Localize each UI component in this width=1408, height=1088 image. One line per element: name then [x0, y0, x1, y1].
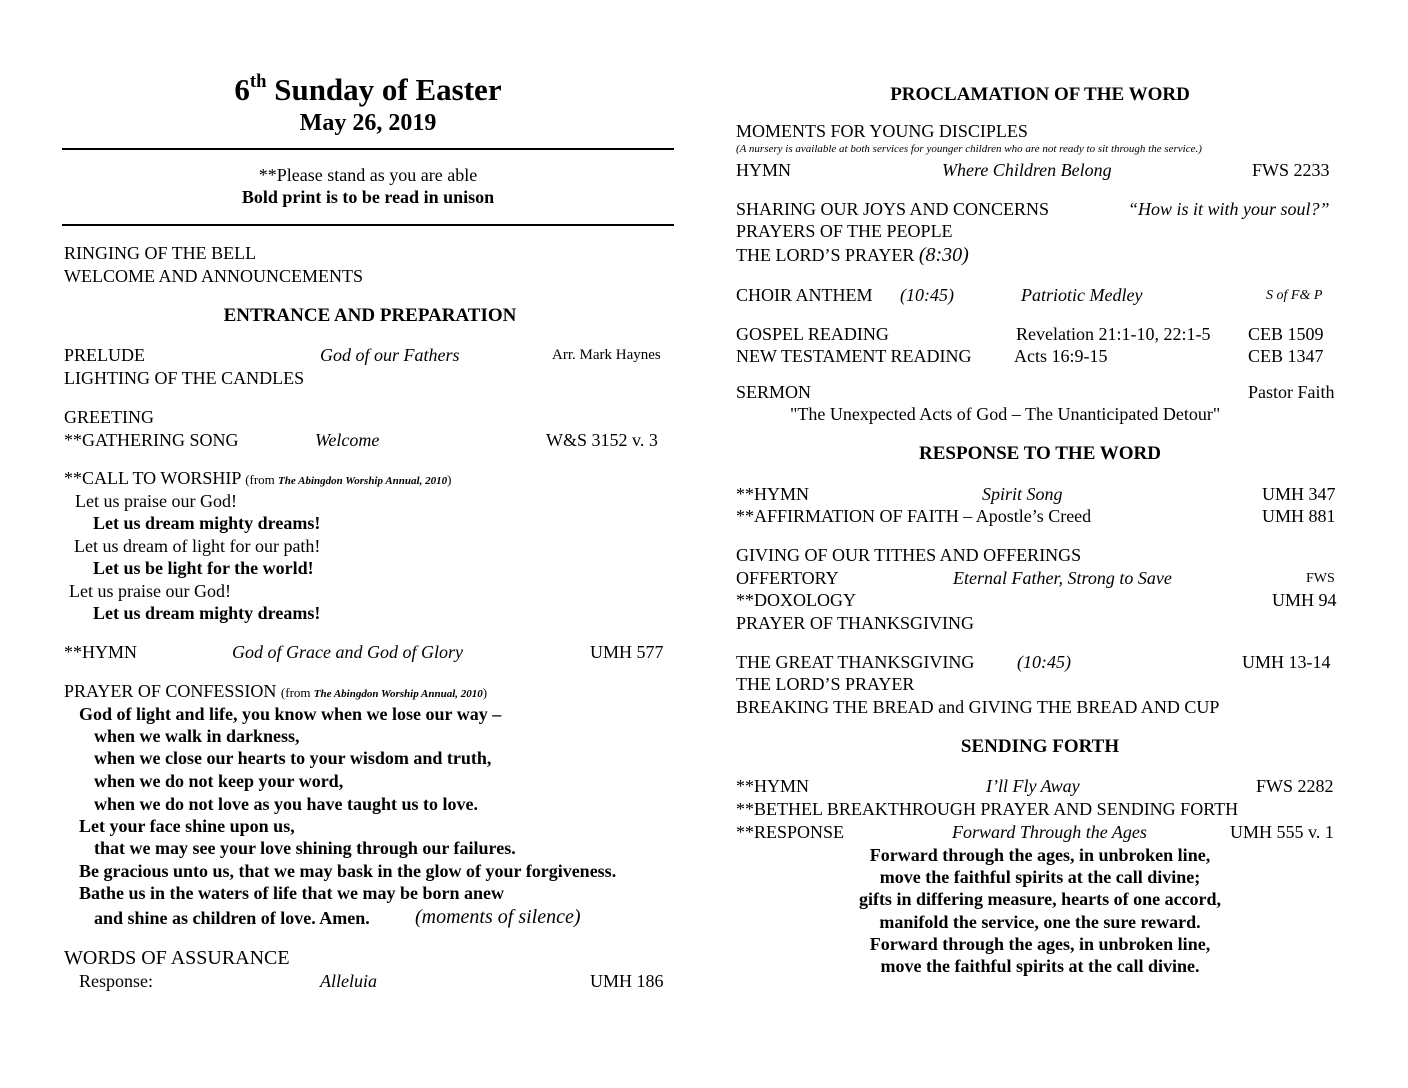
confession-label: PRAYER OF CONFESSION: [64, 681, 277, 701]
confession-line: Be gracious unto us, that we may bask in the glow of your forgiveness.: [79, 861, 617, 881]
young-disciples: MOMENTS FOR YOUNG DISCIPLES: [736, 121, 1028, 141]
stand-note: **Please stand as you are able: [258, 165, 478, 185]
heading-proclamation: PROCLAMATION OF THE WORD: [890, 84, 1190, 105]
joys-concerns: SHARING OUR JOYS AND CONCERNS: [736, 199, 1050, 219]
bethel-prayer: **BETHEL BREAKTHROUGH PRAYER AND SENDING FORTH: [736, 799, 1239, 819]
response-title: Alleluia: [320, 971, 377, 991]
doxology-label: **DOXOLOGY: [736, 590, 856, 610]
top-divider: [62, 148, 674, 150]
affirmation-label: **AFFIRMATION OF FAITH – Apostle’s Creed: [736, 506, 1092, 526]
hymn1-title: God of Grace and God of Glory: [232, 642, 463, 662]
anthem-time: (10:45): [900, 285, 954, 305]
title-rest: Sunday of Easter: [266, 72, 502, 107]
hymn4-title: I’ll Fly Away: [986, 776, 1080, 796]
ringing-of-bell: RINGING OF THE BELL: [64, 243, 257, 263]
hymn3-label: **HYMN: [736, 484, 810, 504]
call-line: Let us dream mighty dreams!: [93, 603, 321, 623]
response-verse-line: move the faithful spirits at the call divine.: [880, 956, 1200, 976]
response-verse-line: manifold the service, one the sure reward.: [879, 912, 1201, 932]
call-line: Let us praise our God!: [69, 581, 231, 601]
great-thanksgiving-label: THE GREAT THANKSGIVING: [736, 652, 975, 672]
lords-prayer-label: THE LORD’S PRAYER: [736, 245, 915, 265]
hymn3-ref: UMH 347: [1262, 484, 1336, 504]
response2-ref: UMH 555 v. 1: [1230, 822, 1334, 842]
prelude-arranger: Arr. Mark Haynes: [552, 347, 661, 363]
lords-prayer-2: THE LORD’S PRAYER: [736, 674, 915, 694]
moments-of-silence: (moments of silence): [415, 906, 581, 928]
gathering-label: **GATHERING SONG: [64, 430, 239, 450]
affirmation-ref: UMH 881: [1262, 506, 1336, 526]
prayer-of-confession: [64, 682, 487, 700]
anthem-label: [736, 286, 873, 304]
bulletin-date: May 26, 2019: [299, 110, 437, 136]
response2-title: Forward Through the Ages: [952, 822, 1147, 842]
confession-line: that we may see your love shining through our failures.: [94, 838, 516, 858]
gathering-ref: W&S 3152 v. 3: [546, 430, 658, 450]
call-source-title: The Abingdon Worship Annual, 2010: [278, 475, 448, 487]
nt-ref: CEB 1347: [1248, 346, 1324, 366]
nt-label: NEW TESTAMENT READING: [736, 346, 972, 366]
response-verse-line: gifts in differing measure, hearts of one accord,: [858, 889, 1222, 909]
call-source-open: (from: [245, 472, 279, 487]
offertory-ref: FWS: [1306, 571, 1335, 586]
hymn2-ref: FWS 2233: [1252, 160, 1330, 180]
doxology-ref: UMH 94: [1272, 590, 1337, 610]
hymn4-label: **HYMN: [736, 776, 810, 796]
bulletin-title: [234, 70, 502, 107]
response-label: Response:: [79, 971, 153, 991]
sermon-title: "The Unexpected Acts of God – The Unanticipated Detour": [790, 404, 1221, 424]
gospel-ref: CEB 1509: [1248, 324, 1324, 344]
call-label: **CALL TO WORSHIP: [64, 468, 241, 488]
bread-part-2: GIVING THE BREAD AND CUP: [964, 697, 1220, 717]
heading-entrance: ENTRANCE AND PREPARATION: [223, 305, 517, 326]
gospel-label: GOSPEL READING: [736, 324, 889, 344]
confession-source-title: The Abingdon Worship Annual, 2010: [313, 688, 483, 700]
confession-source-close: ): [482, 685, 488, 700]
welcome-announcements: WELCOME AND ANNOUNCEMENTS: [64, 266, 363, 286]
call-line: Let us praise our God!: [75, 491, 237, 511]
offertory-title: Eternal Father, Strong to Save: [953, 568, 1172, 588]
gospel-passage: Revelation 21:1-10, 22:1-5: [1016, 324, 1211, 344]
lords-prayer-1: [736, 245, 969, 265]
response-verse-line: move the faithful spirits at the call divine;: [879, 867, 1201, 887]
great-thanksgiving-ref: UMH 13-14: [1242, 652, 1331, 672]
response-verse-line: Forward through the ages, in unbroken line,: [869, 934, 1211, 954]
hymn2-title: Where Children Belong: [942, 160, 1112, 180]
confession-line: when we walk in darkness,: [94, 726, 300, 746]
hymn2-label: HYMN: [736, 160, 792, 180]
sermon-label: SERMON: [736, 382, 812, 402]
prelude-title: God of our Fathers: [320, 345, 460, 365]
prelude-label: PRELUDE: [64, 345, 145, 365]
response-ref: UMH 186: [590, 971, 664, 991]
nursery-note: (A nursery is available at both services for younger children who are not ready to sit through the service.): [736, 143, 1202, 155]
tithes-offerings: GIVING OF OUR TITHES AND OFFERINGS: [736, 545, 1082, 565]
bread-part-1: BREAKING THE BREAD: [736, 697, 939, 717]
second-divider: [62, 224, 674, 226]
bread-and: and: [938, 697, 965, 717]
anthem-title: Patriotic Medley: [1021, 285, 1143, 305]
call-source-close: ): [447, 472, 452, 487]
greeting: GREETING: [64, 407, 154, 427]
call-line: Let us dream mighty dreams!: [93, 513, 321, 533]
call-line: Let us dream of light for our path!: [74, 536, 321, 556]
prayers-of-people: PRAYERS OF THE PEOPLE: [736, 221, 953, 241]
lords-prayer-time: (8:30): [918, 244, 969, 266]
response-verse-line: Forward through the ages, in unbroken line,: [869, 845, 1211, 865]
confession-source-open: (from: [280, 685, 314, 700]
confession-line: when we do not keep your word,: [94, 771, 344, 791]
hymn4-ref: FWS 2282: [1256, 776, 1334, 796]
lighting-candles: LIGHTING OF THE CANDLES: [64, 368, 305, 388]
confession-line: Bathe us in the waters of life that we may be born anew: [79, 883, 504, 903]
breaking-bread: [736, 698, 1219, 716]
joys-question: “How is it with your soul?”: [1128, 199, 1330, 219]
title-sup: th: [249, 70, 267, 92]
anthem-name: CHOIR ANTHEM: [736, 285, 873, 305]
confession-line: God of light and life, you know when we lose our way –: [79, 704, 502, 724]
hymn1-label: **HYMN: [64, 642, 138, 662]
hymn1-ref: UMH 577: [590, 642, 664, 662]
gathering-title: Welcome: [315, 430, 380, 450]
confession-line: when we close our hearts to your wisdom and truth,: [94, 748, 492, 768]
prayer-thanksgiving: PRAYER OF THANKSGIVING: [736, 613, 975, 633]
unison-note: Bold print is to be read in unison: [241, 187, 495, 207]
call-to-worship: [64, 469, 451, 487]
great-thanksgiving-time: (10:45): [1017, 652, 1071, 672]
sermon-preacher: Pastor Faith: [1248, 382, 1335, 402]
hymn3-title: Spirit Song: [982, 484, 1063, 504]
anthem-ref: S of F& P: [1266, 288, 1323, 303]
confession-line: when we do not love as you have taught us to love.: [94, 794, 479, 814]
heading-sending: SENDING FORTH: [960, 736, 1120, 757]
title-number: 6: [234, 72, 250, 107]
confession-line: and shine as children of love. Amen.: [94, 908, 370, 928]
offertory-label: OFFERTORY: [736, 568, 839, 588]
call-line: Let us be light for the world!: [93, 558, 314, 578]
words-of-assurance: WORDS OF ASSURANCE: [64, 947, 290, 969]
confession-line: Let your face shine upon us,: [79, 816, 295, 836]
heading-response: RESPONSE TO THE WORD: [919, 443, 1161, 464]
response2-label: **RESPONSE: [736, 822, 845, 842]
nt-passage: Acts 16:9-15: [1014, 346, 1108, 366]
